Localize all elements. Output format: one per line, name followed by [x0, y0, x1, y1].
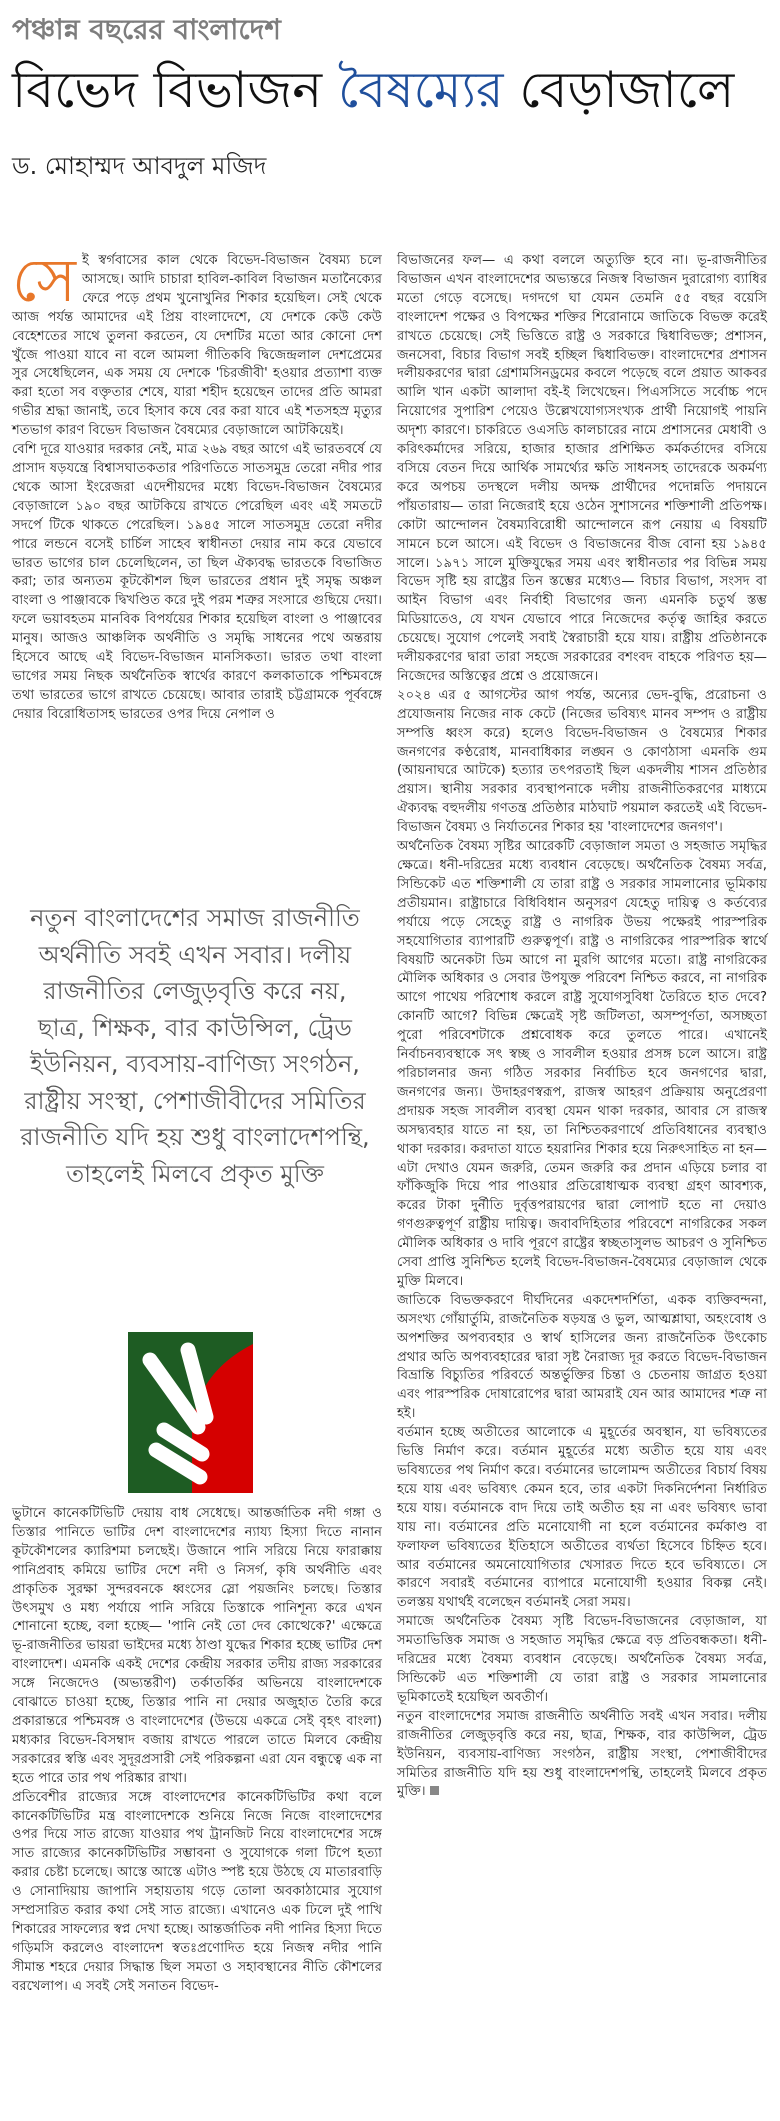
paragraph: বর্তমান হচ্ছে অতীতের আলোকে এ মুহূর্তের অবস্থান, যা ভবিষ্যতের ভিত্তি নির্মাণ করে। বর্তমান মুহূর্তের মধ্যে অতীত হয়ে যায় এবং ভবিষ্যতের পথ নির্মাণ করে। বর্তমানের ভালোমন্দ অতীতের বিচার্য বিষয় হয়ে যায় এবং ভবিষ্যৎ কেমন হবে, তার একটা দিকনির্দেশনা নির্ধারিত হয়ে যায়। বর্তমানকে বাদ দিয়ে তাই অতীত হয় না এবং ভবিষ্যৎ ভাবা যায় না। বর্তমানের প্রতি মনোযোগী না হলে বর্তমানের কর্মকাণ্ড বা ফলাফল ভবিষ্যতের ইতিহাসে অতীতের ব্যর্থতা হিসেবে চিহ্নিত হবে। আর বর্তমানের অমনোযোগিতার খেসারত দিতে হবে ভবিষ্যতে। সে কারণে সবারই বর্তমানের ব্যাপারে মনোযোগী হওয়ার বিকল্প নেই। তলস্তয় যথার্থই বলেছেন বর্তমানই সেরা সময়। [397, 1425, 767, 1611]
drop-cap: সে [12, 246, 76, 316]
pull-quote: নতুন বাংলাদেশের সমাজ রাজনীতি অর্থনীতি সবই এখন সবার। দলীয় রাজনীতির লেজুড়বৃত্তি করে নয়, ছাত্র, শিক্ষক, বার কাউন্সিল, ট্রেড ইউনিয়ন, ব্যবসায়-বাণিজ্য সংগঠন, রাষ্ট্রীয় সংস্থা, পেশাজীবীদের সমিতির রাজনীতি যদি হয় শুধু বাংলাদেশপন্থি, তাহলেই মিলবে প্রকৃত মুক্তি [20, 904, 370, 1188]
paragraph-text: ই স্বর্গবাসের কাল থেকে বিভেদ-বিভাজন বৈষম্য চলে আসছে। আদি চাচারা হাবিল-কাবিল বিভাজন মতানৈক্যের ফেরে পড়ে প্রথম খুনোখুনির শিকার হয়েছিল। সেই থেকে আজ পর্যন্ত আমাদের এই প্রিয় বাংলাদেশে, যে দেশকে কেউ কেউ বেহেশতের সাথে তুলনা করতেন, যে দেশটির মতো আর কোনো দেশ খুঁজে পাওয়া যাবে না বলে আমলা গীতিকবি দ্বিজেন্দ্রলাল দেশপ্রেমের সুর সেধেছিলেন, এক সময় যে দেশকে 'চিরজীবী' হওয়ার প্রত্যাশা ব্যক্ত করা হতো সব বক্তৃতার শেষে, যারা শহীদ হয়েছেন তাদের প্রতি আমরা গভীর শ্রদ্ধা জানাই, তবে হিসাব কষে বের করা যাবে এই শতসহস্র মৃত্যুর শতভাগ কারণ বিভেদ বিভাজন বৈষম্যের বেড়াজালে আটকিয়েই। [12, 253, 382, 439]
paragraph: বেশি দূরে যাওয়ার দরকার নেই, মাত্র ২৬৯ বছর আগে এই ভারতবর্ষে যে প্রাসাদ ষড়যন্ত্রে বিশ্বাসঘাতকতার পরিণতিতে সাতসমুদ্র তেরো নদীর পার থেকে আসা ইংরেজরা এদেশীয়দের মধ্যে বিভেদ-বিভাজন বৈষম্যের বেড়াজালে ১৯০ বছর আটকিয়ে রাখতে পেরেছিল এবং এই সমতটে সদর্পে টিকে থাকতে পেরেছিল। ১৯৪৫ সালে সাতসমুদ্র তেরো নদীর পারে লন্ডনে বসেই চার্চিল সাহেব স্বাধীনতা দেয়ার নাম করে যেভাবে ভারত ভাগের চাল চেলেছিলেন, তা ছিল ঐক্যবদ্ধ ভারতকে বিভাজিত করা; তার অন্যতম কূটকৌশল ছিল ভারতের প্রধান দুই সমৃদ্ধ অঞ্চল বাংলা ও পাঞ্জাবকে দ্বিখণ্ডিত করে দুই পরম শত্রুর সংসারে গুছিয়ে দেয়া। ফলে ভয়াবহতম মানবিক বিপর্যয়ের শিকার হয়েছিল বাংলা ও পাঞ্জাবের মানুষ। আজও আঞ্চলিক অর্থনীতি ও সমৃদ্ধি সাধনের পথে অন্তরায় হিসেবে আছে এই বিভেদ-বিভাজন মানসিকতা। ভারত তথা বাংলা ভাগের সময় নিছক অর্থনৈতিক স্বার্থের কারণে কলকাতাকে পশ্চিমবঙ্গে তথা ভারতের ভাগে রাখতে চেয়েছে। আবার তারাই চট্টগ্রামকে পূর্ববঙ্গে দেয়ার বিরোধিতাসহ ভারতের ওপর দিয়ে নেপাল ও [12, 442, 382, 722]
end-mark-icon [430, 1786, 439, 1795]
paragraph-text: নতুন বাংলাদেশের সমাজ রাজনীতি অর্থনীতি সবই এখন সবার। দলীয় রাজনীতির লেজুড়বৃত্তি করে নয়, ছাত্র, শিক্ষক, বার কাউন্সিল, ট্রেড ইউনিয়ন, ব্যবসায়-বাণিজ্য সংগঠন, রাষ্ট্রীয় সংস্থা, পেশাজীবীদের সমিতির রাজনীতি যদি হয় শুধু বাংলাদেশপন্থি, তাহলেই মিলবে প্রকৃত মুক্তি। [397, 1708, 767, 1800]
paragraph [12, 246, 382, 441]
paragraph: প্রতিবেশীর রাজ্যের সঙ্গে বাংলাদেশের কানেকটিভিটির কথা বলে কানেকটিভিটির মন্ত্র বাংলাদেশকে শুনিয়ে নিজে নিজে বাংলাদেশের ওপর দিয়ে সাত রাজ্যে যাওয়ার পথ ট্রানজিট নিয়ে বাংলাদেশের সঙ্গে সাত রাজ্যের কানেকটিভিটির সম্ভাবনা ও সুযোগকে গলা টিপে হত্যা করার চেষ্টা চলেছে। আস্তে আস্তে এটাও স্পষ্ট হয়ে উঠছে যে মাতারবাড়ি ও সোনাদিয়ায় জাপানি সহায়তায় গড়ে তোলা অবকাঠামোর সুযোগ সম্প্রসারিত করার কথা সেই সাত রাজ্যে। এখানেও এক ঢিলে দুই পাখি শিকারের সাফল্যের স্বপ্ন দেখা হচ্ছে। আন্তর্জাতিক নদী পানির হিস্যা দিতে গড়িমসি করলেও বাংলাদেশ স্বতঃপ্রণোদিত হয়ে নিজস্ব নদীর পানি সীমান্ত শহরে দেয়ার সিদ্ধান্ত ছিল সমতা ও সহাবস্থানের নীতি কৌশলের বরখেলাপ। এ সবই সেই সনাতন বিভেদ- [12, 1789, 382, 1994]
paragraph: জাতিকে বিভক্তকরণে দীর্ঘদিনের একদেশদর্শিতা, একক ব্যক্তিবন্দনা, অসংখ্য গোঁয়ার্তুমি, রাজনৈতিক ষড়যন্ত্র ও ভুল, আত্মশ্লাঘা, অহংবোধ ও অপশক্তির অপব্যবহার ও স্বার্থ হাসিলের জন্য রাজনৈতিক উৎকোচ প্রথার অতি অপব্যবহারের দ্বারা সৃষ্ট নৈরাজ্য দূর করতে বিভেদ-বিভাজন বিভ্রান্তি বিচ্যুতির পরিবর্তে অন্তর্ভুক্তির চিন্তা ও চেতনায় জাগ্রত হওয়া এবং পারস্পরিক দোষারোপের দ্বারা আমরাই যেন আর আমাদের শত্রু না হই। [397, 1292, 767, 1422]
headline-highlight: বৈষম্যের [338, 61, 504, 119]
paragraph: অর্থনৈতিক বৈষম্য সৃষ্টির আরেকটি বেড়াজাল সমতা ও সহজাত সমৃদ্ধির ক্ষেত্রে। ধনী-দরিদ্রের মধ্যে ব্যবধান বেড়েছে। অর্থনৈতিক বৈষম্য সর্বত্র, সিন্ডিকেট এত শক্তিশালী যে তারা রাষ্ট্র ও সরকার সামলানোর ভূমিকায় প্রতীয়মান। রাষ্ট্রাচারে বিধিবিধান অনুসরণ যেহেতু দায়িত্ব ও কর্তব্যের পর্যায়ে পড়ে সেহেতু রাষ্ট্র ও নাগরিক উভয় পক্ষেরই পারস্পরিক সহযোগিতার ব্যাপারটি গুরুত্বপূর্ণ। রাষ্ট্র ও নাগরিকের পারস্পরিক স্বার্থে বিষয়টি অনেকটা ডিম আগে না মুরগি আগের মতো। রাষ্ট্র নাগরিকের মৌলিক অধিকার ও সেবার উপযুক্ত পরিবেশ নিশ্চিত করবে, না নাগরিক আগে পাথেয় পরিশোধ করলে রাষ্ট্র সুযোগসুবিধা তৈরিতে হাত দেবে? কোনটি আগে? বিভিন্ন ক্ষেত্রেই সৃষ্ট জটিলতা, অসম্পূর্ণতা, অসচ্ছতা পুরো পরিবেশটাকে প্রশ্নবোধক করে তুলতে পারে। এখানেই নির্বাচনব্যবস্থাকে সৎ স্বচ্ছ ও সাবলীল হওয়ার প্রসঙ্গ চলে আসে। রাষ্ট্র পরিচালনার জন্য গঠিত সরকার নির্বাচিত হবে জনগণের দ্বারা, জনগণের জন্য। উদাহরণস্বরূপ, রাজস্ব আহরণ প্রক্রিয়ায় অনুপ্রেরণা প্রদায়ক সহজ সাবলীল ব্যবস্থা যেমন থাকা দরকার, আবার সে রাজস্ব অসদ্ব্যবহার যাতে না হয়, তা নিশ্চিতকরণার্থে প্রতিবিধানের ব্যবস্থাও থাকা দরকার। করদাতা যাতে হয়রানির শিকার হয়ে নিরুৎসাহিত না হন— এটা দেখাও যেমন জরুরি, তেমন জরুরি কর প্রদান এড়িয়ে চলার বা ফাঁকিজুকি দিয়ে পার পাওয়ার প্রতিরোধাত্মক ব্যবস্থা গ্রহণ আবশ্যক, করের টাকা দুর্নীতি দুর্বৃত্তপরায়ণের দ্বারা লোপাট হতে না দেয়াও গণগুরুত্বপূর্ণ রাষ্ট্রীয় দায়িত্ব। জবাবদিহিতার পরিবেশে নাগরিকের সকল মৌলিক অধিকার ও দাবি পূরণে রাষ্ট্রের স্বচ্ছতাসুলভ আচরণ ও সুনিশ্চিত সেবা প্রাপ্তি সুনিশ্চিত হলেই বিভেদ-বিভাজন-বৈষম্যের বেড়াজাল থেকে মুক্তি মিলবে। [397, 839, 767, 1289]
v-sign-logo-icon [128, 1332, 253, 1493]
kicker: পঞ্চান্ন বছরের বাংলাদেশ [12, 13, 281, 46]
headline-part1: বিভেদ বিভাজন [12, 61, 339, 119]
left-column-bottom [12, 1505, 382, 1997]
paragraph: বিভাজনের ফল— এ কথা বললে অত্যুক্তি হবে না। ভূ-রাজনীতির বিভাজন এখন বাংলাদেশের অভ্যন্তরে নিজস্ব বিভাজন দুরারোগ্য ব্যাধির মতো গেড়ে বসেছে। দগদগে ঘা যেমন তেমনি ৫৫ বছর বয়েসি বাংলাদেশ পক্ষের ও বিপক্ষের শক্তির শিরোনামে জাতিকে বিভক্ত করেই রাখতে চেয়েছে। সেই ভিত্তিতে রাষ্ট্র ও সরকারে দ্বিধাবিভক্ত; প্রশাসন, জনসেবা, বিচার বিভাগ সবই হচ্ছিল দ্বিধাবিভক্ত। বাংলাদেশের প্রশাসন দলীয়করণের দ্বারা গ্রেশামসিনড্রমের কবলে পড়েছে বলে প্রয়াত আকবর আলি খান একটা আলাদা বই-ই লিখেছেন। পিএসসিতে সর্বোচ্চ পদে নিয়োগের সুপারিশ পেয়েও উল্লেখযোগ্যসংখ্যক প্রার্থী নিয়োগই পায়নি অদৃশ্য কারণে। চাকরিতে ওএসডি কালচারের নামে প্রশাসনের মেধাবী ও করিৎকর্মাদের সরিয়ে, হাজার হাজার প্রশিক্ষিত কর্মকর্তাদের বসিয়ে বসিয়ে বেতন দিয়ে আর্থিক সামর্থ্যের ক্ষতি সাধনসহ তাদেরকে অকর্মণ্য করে অপচয় তদস্থলে দলীয় অদক্ষ প্রার্থীদের পদোন্নতি পদায়নে পাঁয়তারায়— তারা নিজেরাই হয়ে ওঠেন সুশাসনের শক্তিশালী প্রতিপক্ষ। কোটা আন্দোলন বৈষম্যবিরোধী আন্দোলনে রূপ নেয়ায় এ বিষয়টি সামনে চলে আসে। এই বিভেদ ও বিভাজনের বীজ বোনা হয় ১৯৪৫ সালে। ১৯৭১ সালে মুক্তিযুদ্ধের সময় এবং স্বাধীনতার পর বিভিন্ন সময় বিভেদ সৃষ্টি হয় রাষ্ট্রের তিন স্তম্ভের মধ্যেও— বিচার বিভাগ, সংসদ বা আইন বিভাগ এবং নির্বাহী বিভাগের জন্য এমনকি চতুর্থ স্তম্ভ মিডিয়াতেও, যে যখন যেভাবে পারে নিজেদের কর্তৃত্ব জাহির করতে চেয়েছে। সুযোগ পেলেই সবাই স্বৈরাচারী হয়ে যায়। রাষ্ট্রীয় প্রতিষ্ঠানকে দলীয়করণের দ্বারা তারা সহজে সরকারের বশংবদ বাহকে পরিণত হয়— নিজেদের অস্তিত্বের প্রশ্নে ও প্রয়োজনে। [397, 253, 767, 684]
left-column-top [12, 246, 382, 725]
headline-part2: বেড়াজালে [503, 61, 735, 119]
paragraph: সমাজে অর্থনৈতিক বৈষম্য সৃষ্টি বিভেদ-বিভাজনের বেড়াজাল, যা সমতাভিত্তিক সমাজ ও সহজাত সমৃদ্ধির ক্ষেত্রে বড় প্রতিবন্ধকতা। ধনী-দরিদ্রের মধ্যে বৈষম্য ব্যবধান বেড়েছে। অর্থনৈতিক বৈষম্য সর্বত্র, সিন্ডিকেট এত শক্তিশালী যে তারা রাষ্ট্র ও সরকার সামলানোর ভূমিকাতেই হয়েছিল অবতীর্ণ। [397, 1614, 767, 1705]
right-column [397, 252, 767, 1802]
headline [12, 58, 768, 122]
paragraph: ভুটানে কানেকটিভিটি দেয়ায় বাধ সেধেছে। আন্তর্জাতিক নদী গঙ্গা ও তিস্তার পানিতে ভাটির দেশ বাংলাদেশের ন্যায্য হিস্যা দিতে নানান কূটকৌশলের ক্যারিশমা চলছেই। উজানে পানি সরিয়ে নিয়ে ফারাক্কায় পানিপ্রবাহ কমিয়ে ভাটির দেশে নদী ও নিসর্গ, কৃষি অর্থনীতি এবং প্রাকৃতিক সুরক্ষা সুন্দরবনকে ধ্বংসের স্লো পয়জনিং চলছে। তিস্তার উৎসমুখ ও মধ্য পর্যায়ে পানি সরিয়ে তিস্তাকে পানিশূন্য করে এখন শোনানো হচ্ছে, বলা হচ্ছে— 'পানি নেই তো দেব কোত্থেকে?' এক্ষেত্রে ভূ-রাজনীতির ভায়রা ভাইদের মধ্যে ঠাণ্ডা যুদ্ধের শিকার হচ্ছে ভাটির দেশ বাংলাদেশ। এমনকি একই দেশের কেন্দ্রীয় সরকার তদীয় রাজ্য সরকারের সঙ্গে নিজেদেও (অভ্যন্তরীণ) তর্কাতর্কির অভিনয়ে বাংলাদেশকে বোঝাতে চাওয়া হচ্ছে, তিস্তার পানি না দেয়ার অজুহাত তৈরি করে প্রকারান্তরে পশ্চিমবঙ্গ ও বাংলাদেশের (উভয়ে একত্রে সেই বৃহৎ বাংলা) মধ্যকার বিভেদ-বিসম্বাদ বজায় রাখতে পারলে তাতে মিলবে কেন্দ্রীয় সরকারের স্বস্তি এবং সুদূরপ্রসারী সেই পরিকল্পনা এরা যেন বন্ধুত্বে এক না হতে পারে তার পথ পরিষ্কার রাখা। [12, 1506, 382, 1786]
paragraph: ২০২৪ এর ৫ আগস্টের আগ পর্যন্ত, অন্যের ভেদ-বুদ্ধি, প্ররোচনা ও প্রযোজনায় নিজের নাক কেটে (নিজের ভবিষ্যৎ মানব সম্পদ ও রাষ্ট্রীয় সম্পত্তি ধ্বংস করে) হলেও বিভেদ-বিভাজন ও বৈষম্যের শিকার জনগণের কণ্ঠরোধ, মানবাধিকার লঙ্ঘন ও কোণঠাসা এমনকি গুম (আয়নাঘরে আটকে) হত্যার তৎপরতাই ছিল একদলীয় শাসন প্রতিষ্ঠার প্রয়াস। স্থানীয় সরকার ব্যবস্থাপনাকে দলীয় রাজনীতিকরণের মাধ্যমে ঐক্যবদ্ধ বহুদলীয় গণতন্ত্র প্রতিষ্ঠার মাঠঘাট পয়মাল করতেই এই বিভেদ-বিভাজন বৈষম্য ও নির্যাতনের শিকার হয় 'বাংলাদেশের জনগণ'। [397, 687, 767, 836]
byline: ড. মোহাম্মদ আবদুল মজিদ [12, 152, 267, 180]
paragraph-final [397, 1708, 767, 1803]
